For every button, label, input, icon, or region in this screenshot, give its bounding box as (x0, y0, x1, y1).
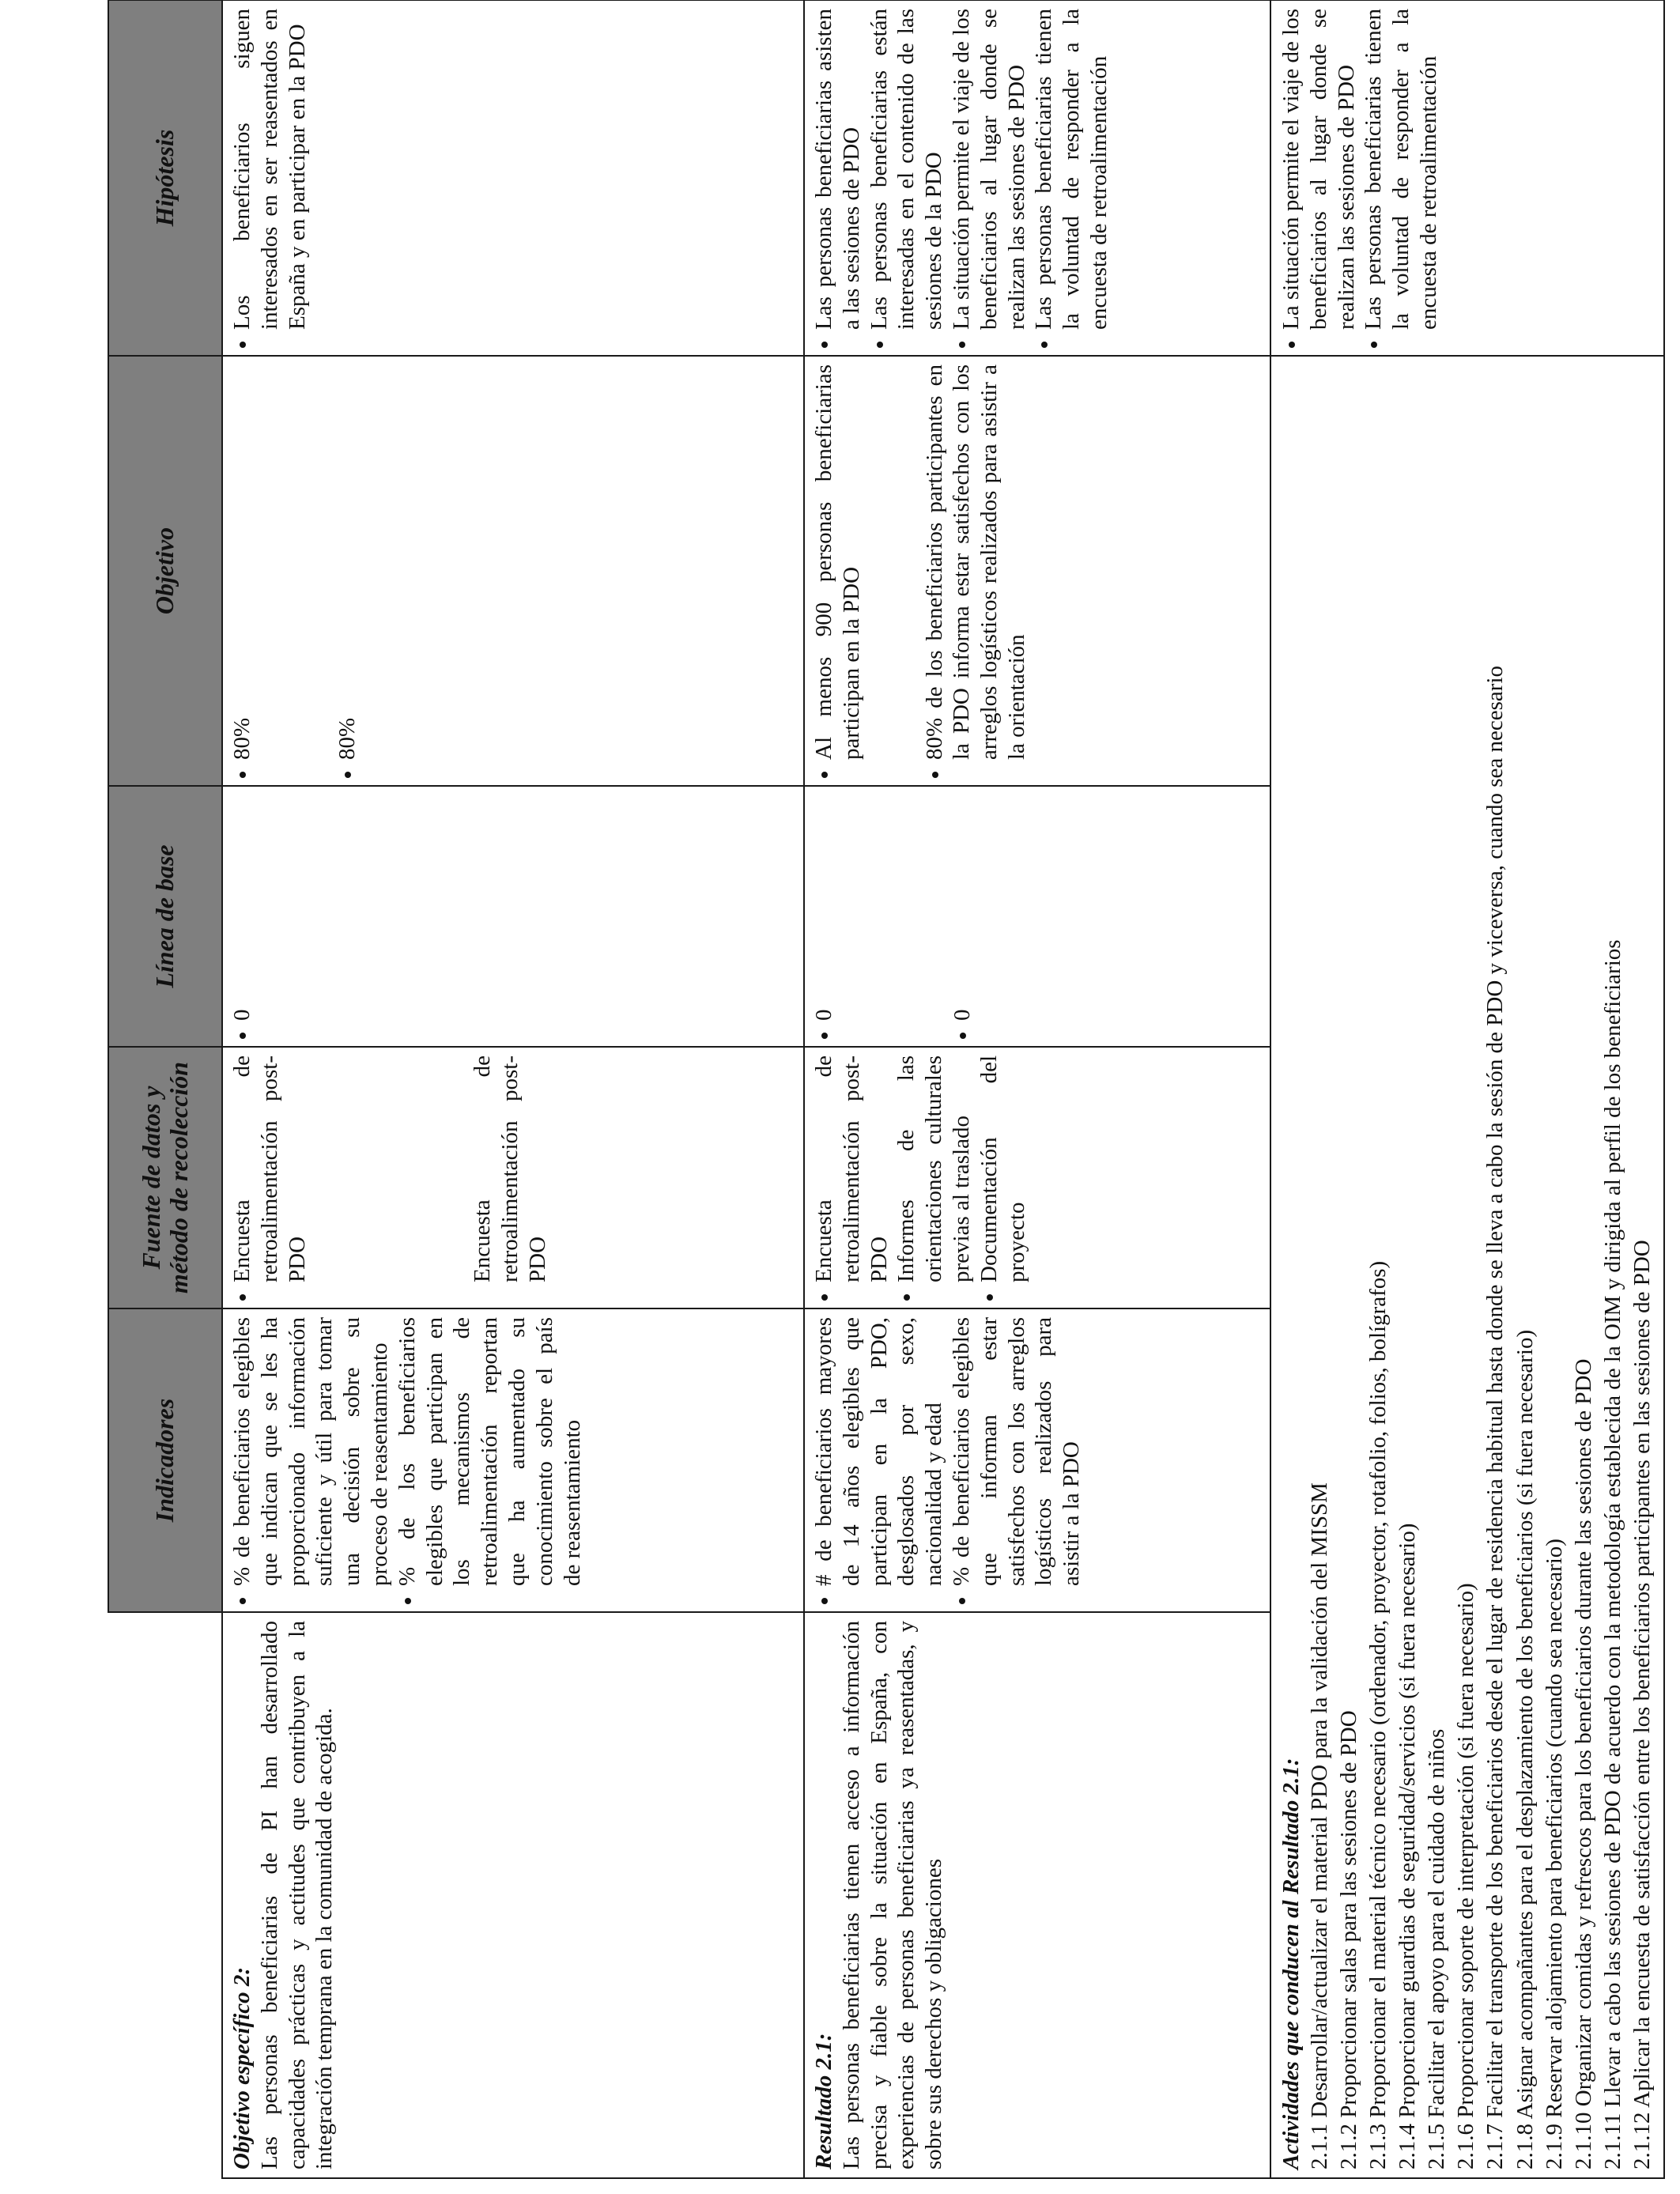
activity-item: 2.1.4 Proporcionar guardias de seguridad/servicios (si fuera necesario) (1395, 1523, 1421, 2169)
activities-list (1305, 364, 1657, 2169)
header-blank (108, 1612, 222, 2178)
target-item: • Al menos 900 personas beneficiarias participan en la PDO (810, 364, 866, 760)
objective-label: Objetivo específico 2: (229, 1966, 255, 2169)
objective-text: Las personas beneficiarias de PI han desarrollado capacidades prácticas y actitudes que contribuyen a la integración temprana en la comunidad de acogida. (256, 1621, 338, 2169)
source-item: • Documentación del proyecto (976, 1055, 1031, 1282)
indicator-item: • % de los beneficiarios elegibles que participan en los mecanismos de retroalimentación reportan que ha aumentado su conocimiento sobre el país de reasentamiento (394, 1317, 587, 1586)
baseline-cell (804, 786, 1270, 1047)
logframe-table (108, 0, 1665, 2179)
source-item: • Encuesta de retroalimentación post-PDO (228, 1055, 311, 1282)
hypothesis-item: • Las personas beneficiarias tienen la voluntad de responder a la encuesta de retroalimentación (1360, 9, 1442, 330)
header-fuente: Fuente de datos y método de recolección (108, 1047, 222, 1308)
activity-item: 2.1.9 Reservar alojamiento para beneficiarios (cuando sea necesario) (1541, 1539, 1567, 2169)
target-item: • 80% de los beneficiarios participantes en la PDO informa estar satisfechos con los arreglos logísticos realizados para asistir a la orientación (921, 364, 1031, 760)
result-text: Las personas beneficiarias tienen acceso a información precisa y fiable sobre la situación en España, con experiencias de personas beneficiarias ya reasentadas, y sobre sus derechos y obligaciones (838, 1621, 947, 2169)
activity-item: 2.1.5 Facilitar el apoyo para el cuidado de niños (1424, 1728, 1450, 2169)
target-cell (804, 356, 1270, 786)
target-item: • 80% (334, 364, 361, 760)
hypothesis-cell (804, 0, 1270, 356)
hypothesis-item: • La situación permite el viaje de los beneficiarios al lugar donde se realizan las sesiones de PDO (948, 9, 1030, 330)
source-item: • Informes de las orientaciones culturales previas al traslado (893, 1055, 975, 1282)
target-cell (222, 356, 804, 786)
baseline-item: • 0 (949, 795, 976, 1021)
logframe-page (108, 1, 1680, 2179)
header-hipotesis: Hipótesis (108, 0, 222, 356)
row-resultado-2-1 (804, 0, 1270, 2178)
activity-item: 2.1.3 Proporcionar el material técnico necesario (ordenador, proyector, rotafolio, folios, bolígrafos) (1365, 1260, 1391, 2169)
hypothesis-item: • Las personas beneficiarias asisten a las sesiones de PDO (810, 9, 866, 330)
activity-item: 2.1.6 Proporcionar soporte de interpretación (si fuera necesario) (1453, 1583, 1479, 2169)
objective-cell (222, 1612, 804, 2178)
hypothesis-item: • Las personas beneficiarias están interesadas en el contenido de las sesiones de la PDO (866, 9, 948, 330)
row-objetivo-especifico (222, 0, 804, 2178)
baseline-cell (222, 786, 804, 1047)
hypothesis-item: • La situación permite el viaje de los beneficiarios al lugar donde se realizan las sesiones de PDO (1278, 9, 1360, 330)
result-cell (804, 1612, 1270, 2178)
sources-cell (804, 1047, 1270, 1308)
activity-item: 2.1.2 Proporcionar salas para las sesiones de PDO (1335, 1710, 1361, 2169)
indicators-cell (222, 1308, 804, 1612)
indicators-cell (804, 1308, 1270, 1612)
indicator-item: • % de beneficiarios elegibles que informan estar satisfechos con los arreglos logísticos realizados para asistir a la PDO (948, 1317, 1085, 1586)
source-item: • Encuesta de retroalimentación post-PDO (810, 1055, 893, 1282)
activities-cell (1270, 356, 1664, 2178)
hypothesis-item: • Los beneficiarios siguen interesados en ser reasentados en España y en participar en la PDO (228, 9, 311, 330)
row-actividades (1270, 0, 1664, 2178)
result-label: Resultado 2.1: (811, 2033, 836, 2169)
header-row (108, 0, 222, 2178)
header-linea-base: Línea de base (108, 786, 222, 1047)
activity-item: 2.1.10 Organizar comidas y refrescos para los beneficiarios durante las sesiones de PDO (1570, 1358, 1596, 2169)
indicator-item: • % de beneficiarios elegibles que indican que se les ha proporcionado información suficiente y útil para tomar una decisión sobre su proceso de reasentamiento (228, 1317, 394, 1586)
source-item: Encuesta de retroalimentación post-PDO (470, 1055, 550, 1282)
target-item: • 80% (228, 364, 256, 760)
activity-item: 2.1.7 Facilitar el transporte de los beneficiarios desde el lugar de residencia habitual hasta donde se lleva a cabo la sesión de PDO y viceversa, cuando sea necesario (1482, 665, 1508, 2169)
indicator-item: • # de beneficiarios mayores de 14 años elegibles que participan en la PDO, desglosados por sexo, nacionalidad y edad (810, 1317, 948, 1586)
activities-title: Actividades que conducen al Resultado 2.1: (1278, 1758, 1304, 2169)
activity-item: 2.1.12 Aplicar la encuesta de satisfacción entre los beneficiarios participantes en las sesiones de PDO (1629, 1240, 1655, 2169)
activity-item: 2.1.11 Llevar a cabo las sesiones de PDO de acuerdo con la metodología establecida de la OIM y dirigida al perfil de los beneficiarios (1599, 939, 1625, 2169)
hypothesis-cell (222, 0, 804, 356)
baseline-item: • 0 (228, 795, 256, 1021)
activity-item: 2.1.8 Asignar acompañantes para el desplazamiento de los beneficiarios (si fuera necesario) (1512, 1329, 1538, 2169)
header-objetivo: Objetivo (108, 356, 222, 786)
activity-item: 2.1.1 Desarrollar/actualizar el material PDO para la validación del MISSM (1306, 1482, 1332, 2169)
activities-hypothesis-cell (1270, 0, 1664, 356)
hypothesis-item: • Las personas beneficiarias tienen la voluntad de responder a la encuesta de retroalimentación (1030, 9, 1112, 330)
sources-cell (222, 1047, 804, 1308)
baseline-item: • 0 (810, 795, 838, 1021)
header-indicadores: Indicadores (108, 1308, 222, 1612)
